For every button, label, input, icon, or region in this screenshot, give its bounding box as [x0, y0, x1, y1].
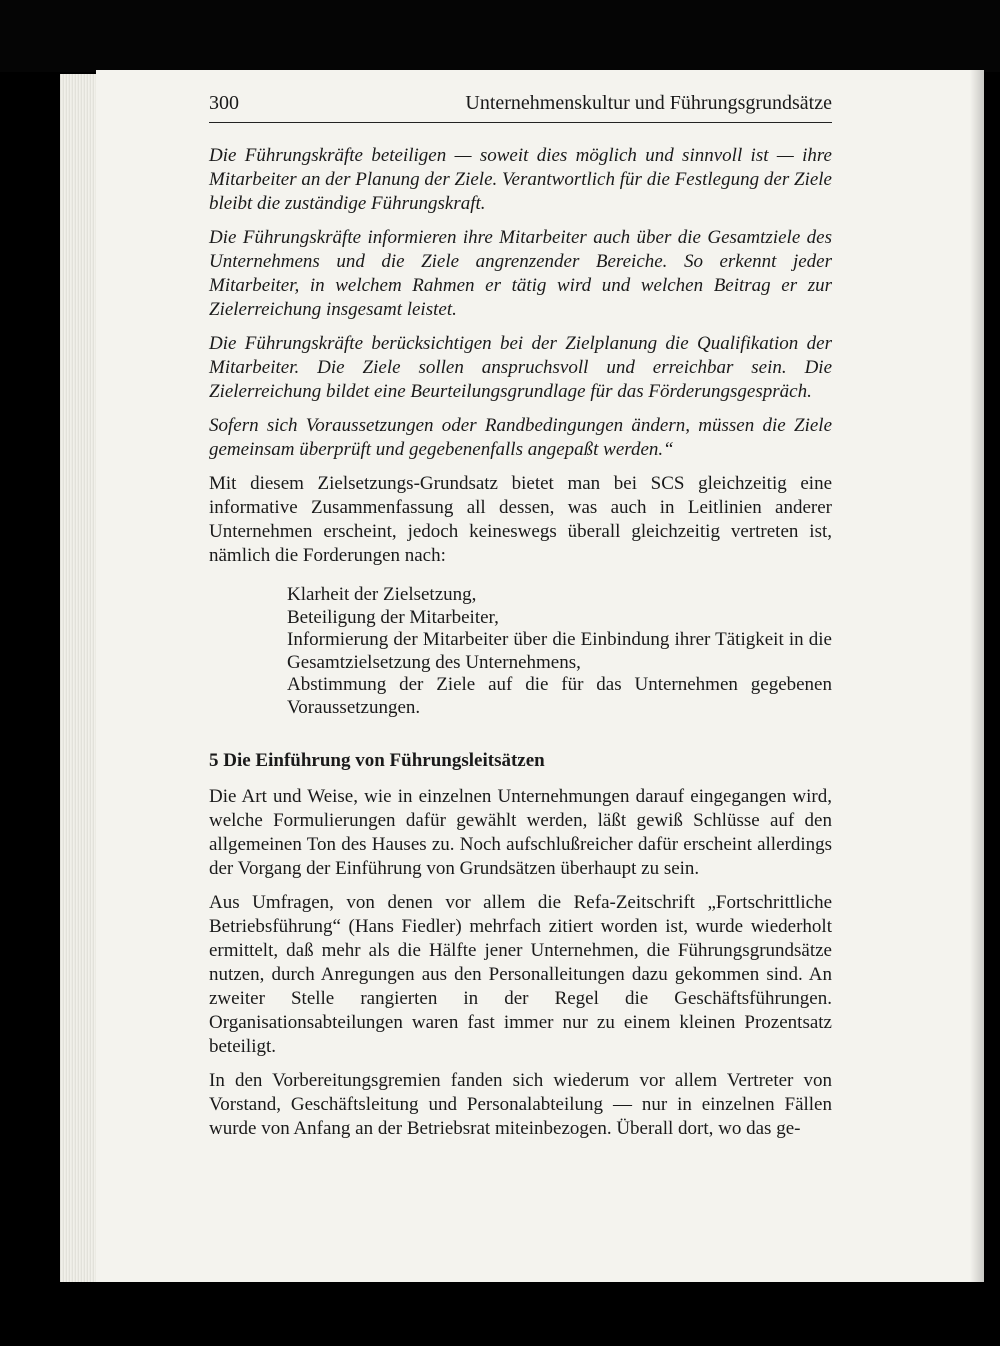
- quote-paragraph: Sofern sich Voraussetzungen oder Randbedingungen ändern, müssen die Ziele gemeinsam überprüft und gegebenenfalls angepaßt werden.“: [209, 415, 832, 460]
- page-number: 300: [209, 92, 239, 114]
- list-item: Informierung der Mitarbeiter über die Einbindung ihrer Tätigkeit in die Gesamtzielsetzung des Unternehmens,: [287, 629, 832, 673]
- running-title: Unternehmenskultur und Führungsgrundsätze: [465, 92, 832, 114]
- body-paragraph: Die Art und Weise, wie in einzelnen Unternehmungen darauf eingegangen wird, welche Formulierungen dafür gewählt werden, läßt gewiß Schlüsse auf den allgemeinen Ton des Hauses zu. Noch aufschlußreicher dafür erscheint allerdings der Vorgang der Einführung von Grundsätzen überhaupt zu sein.: [209, 786, 832, 879]
- quote-paragraph: Die Führungskräfte berücksichtigen bei der Zielplanung die Qualifikation der Mitarbeiter. Die Ziele sollen anspruchsvoll und erreichbar sein. Die Zielerreichung bildet eine Beurteilungsgrundlage für das Förderungsgespräch.: [209, 333, 832, 402]
- list-item: Beteiligung der Mitarbeiter,: [287, 606, 499, 628]
- page-header: [209, 90, 832, 122]
- list-item: Abstimmung der Ziele auf die für das Unternehmen gegebenen Voraussetzungen.: [287, 674, 832, 718]
- quote-paragraph: Die Führungskräfte informieren ihre Mitarbeiter auch über die Gesamtziele des Unternehmens und die Ziele angrenzender Bereiche. So erkennt jeder Mitarbeiter, in welchem Rahmen er tätig wird und welchen Beitrag er zur Zielerreichung insgesamt leistet.: [209, 227, 832, 320]
- section-heading: 5 Die Einführung von Führungsleitsätzen: [209, 750, 545, 771]
- quote-paragraph: Die Führungskräfte beteiligen — soweit dies möglich und sinnvoll ist — ihre Mitarbeiter an der Planung der Ziele. Verantwortlich für die Festlegung der Ziele bleibt die zuständige Führungskraft.: [209, 145, 832, 214]
- body-paragraph: Aus Umfragen, von denen vor allem die Refa-Zeitschrift „Fortschrittliche Betriebsführung“ (Hans Fiedler) mehrfach zitiert worden ist, wurde wiederholt ermittelt, daß mehr als die Hälfte jener Unternehmen, die Führungsgrundsätze nutzen, durch Anregungen aus den Personalleitungen dazu gekommen sind. An zweiter Stelle rangierten in der Regel die Geschäftsführungen. Organisationsabteilungen waren fast immer nur zu einem kleinen Prozentsatz beteiligt.: [209, 892, 832, 1057]
- body-paragraph: In den Vorbereitungsgremien fanden sich wiederum vor allem Vertreter von Vorstand, Geschäftsleitung und Personalabteilung — nur in einzelnen Fällen wurde von Anfang an der Betriebsrat miteinbezogen. Überall dort, wo das ge-: [209, 1070, 832, 1139]
- demands-list: [209, 584, 832, 719]
- page-gutter-shadow: [970, 70, 984, 1282]
- header-rule: [209, 122, 832, 123]
- page-body: [209, 144, 832, 1141]
- intro-paragraph: Mit diesem Zielsetzungs-Grundsatz bietet man bei SCS gleichzeitig eine informative Zusammenfassung all dessen, was auch in Leitlinien anderer Unternehmen erscheint, jedoch keineswegs überall gleichzeitig vertreten ist, nämlich die Forderungen nach:: [209, 473, 832, 566]
- list-item: Klarheit der Zielsetzung,: [287, 584, 477, 605]
- dark-background: [0, 0, 1000, 72]
